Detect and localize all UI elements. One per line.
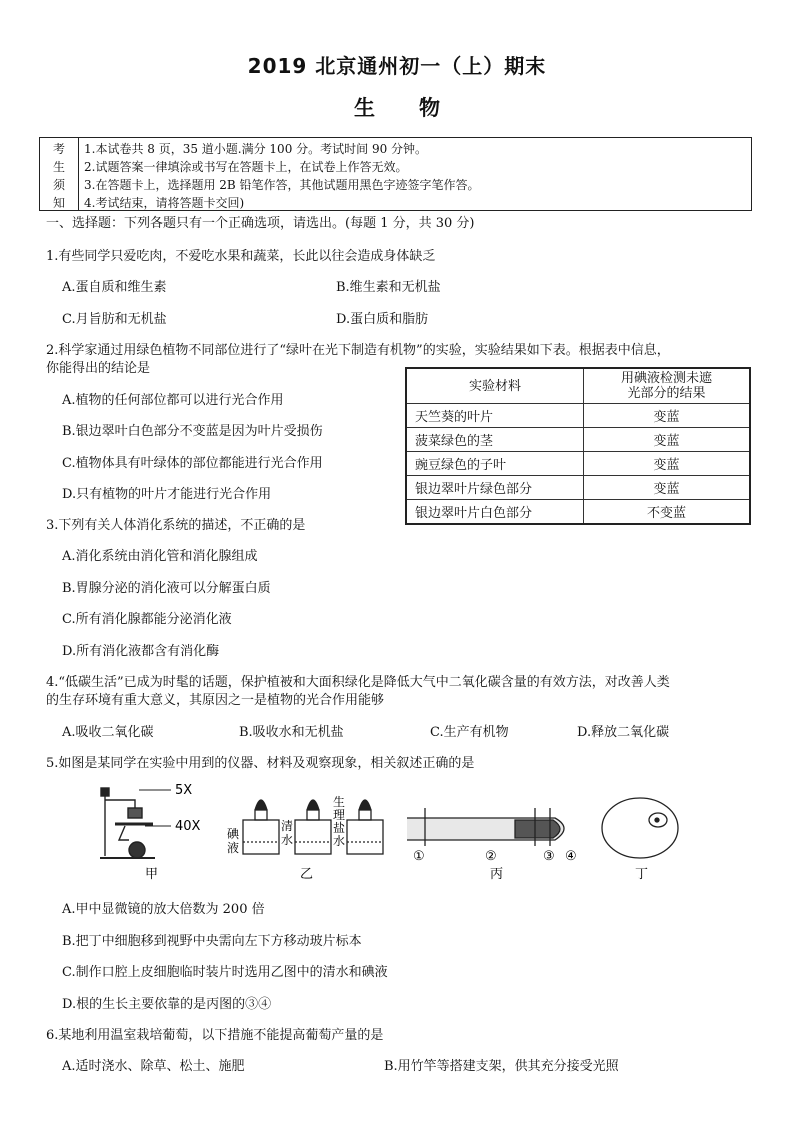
question-stem: 5.如图是某同学在实验中用到的仪器、材料及观察现象，相关叙述正确的是 <box>46 756 475 771</box>
label-bing: 丙 <box>490 867 504 882</box>
question-stem: 3.下列有关人体消化系统的描述，不正确的是 <box>46 518 306 533</box>
option-b: B.吸收水和无机盐 <box>239 725 344 740</box>
table-row <box>406 452 750 476</box>
table-row <box>406 428 750 452</box>
page-title: 2019 北京通州初一（上）期末 <box>247 54 547 78</box>
notice-line: 2.试题答案一律填涂或书写在答题卡上，在试卷上作答无效。 <box>84 160 408 174</box>
table-header-row <box>406 368 750 404</box>
label-ding: 丁 <box>635 867 649 882</box>
option-a: A.蛋自质和维生素 <box>62 280 167 295</box>
table-row <box>406 500 750 525</box>
option-d: D.只有植物的叶片才能进行光合作用 <box>62 487 272 502</box>
reagent-bottles <box>243 800 383 854</box>
water-label: 清水 <box>281 819 294 847</box>
table-cell: 银边翠叶片绿色部分 <box>406 476 584 500</box>
root-tip-figure <box>407 808 564 846</box>
exam-notice-box <box>39 137 752 211</box>
subject-title: 生物 <box>354 96 484 120</box>
question-stem: 6.某地利用温室栽培葡萄，以下措施不能提高葡萄产量的是 <box>46 1028 384 1043</box>
zone-3-label: ③ <box>543 849 555 864</box>
question-stem-cont: 你能得出的结论是 <box>46 361 151 376</box>
section-heading: 一、选择题：下列各题只有一个正确选项，请选出。(每题 1 分，共 30 分) <box>46 216 475 231</box>
option-b: B.胃腺分泌的消化液可以分解蛋白质 <box>62 581 271 596</box>
zone-1-label: ① <box>413 849 425 864</box>
table-row <box>406 404 750 428</box>
table-cell: 变蓝 <box>584 452 751 476</box>
question-stem: 2.科学家通过用绿色植物不同部位进行了“绿叶在光下制造有机物”的实验，实验结果如下表。根据表中信息， <box>46 343 670 358</box>
table-header-line: 用碘液检测未遮 <box>620 371 712 386</box>
table-header: 实验材料 <box>406 368 584 404</box>
notice-line: 3.在答题卡上，选择题用 2B 铅笔作答，其他试题用黑色字迹签字笔作答。 <box>84 178 480 192</box>
option-d: D.所有消化液都含有消化酶 <box>62 644 220 659</box>
cell-view-figure <box>602 798 678 858</box>
option-d: D.蛋白质和脂肪 <box>336 312 429 327</box>
table-cell: 豌豆绿色的子叶 <box>406 452 584 476</box>
notice-side-label <box>40 138 79 210</box>
option-a: A.甲中显微镜的放大倍数为 200 倍 <box>62 902 265 917</box>
zone-4-label: ④ <box>565 849 577 864</box>
table-header-line: 光部分的结果 <box>627 386 706 401</box>
option-c: C.所有消化腺都能分泌消化液 <box>62 612 232 627</box>
notice-side-char: 考 <box>52 142 65 156</box>
option-c: C.制作口腔上皮细胞临时装片时选用乙图中的清水和碘液 <box>62 965 388 980</box>
label-jia: 甲 <box>145 867 159 882</box>
objective-40x-label: 40X <box>175 819 201 834</box>
table-cell: 天竺葵的叶片 <box>406 404 584 428</box>
notice-side-char: 生 <box>52 160 65 174</box>
option-b: B.把丁中细胞移到视野中央需向左下方移动玻片标本 <box>62 934 362 949</box>
table-cell: 变蓝 <box>584 428 751 452</box>
objective-5x-label: 5X <box>175 783 193 798</box>
question-stem: 1.有些同学只爱吃肉，不爱吃水果和蔬菜，长此以往会造成身体缺乏 <box>46 249 436 264</box>
option-d: D.释放二氧化碳 <box>577 725 670 740</box>
table-row <box>406 476 750 500</box>
option-c: C.植物体具有叶绿体的部位都能进行光合作用 <box>62 456 323 471</box>
option-c: C.月旨肪和无机盐 <box>62 312 167 327</box>
question-stem: 4.“低碳生活”已成为时髦的话题，保护植被和大面积绿化是降低大气中二氧化碳含量的有效方法，对改善人类 <box>46 675 670 690</box>
zone-2-label: ② <box>485 849 497 864</box>
option-a: A.适时浇水、除草、松土、施肥 <box>62 1059 245 1074</box>
question-stem-cont: 的生存环境有重大意义，其原因之一是植物的光合作用能够 <box>46 693 385 708</box>
table-cell: 变蓝 <box>584 404 751 428</box>
table-cell: 菠菜绿色的茎 <box>406 428 584 452</box>
option-b: B.银边翠叶白色部分不变蓝是因为叶片受损伤 <box>62 424 323 439</box>
label-yi: 乙 <box>300 867 314 882</box>
experiment-figure <box>95 780 715 890</box>
option-b: B.维生素和无机盐 <box>336 280 441 295</box>
option-b: B.用竹竿等搭建支架，供其充分接受光照 <box>384 1059 619 1074</box>
notice-side-char: 须 <box>52 178 65 192</box>
table-header <box>584 368 751 404</box>
iodine-label: 碘液 <box>227 827 240 855</box>
option-c: C.生产有机物 <box>430 725 509 740</box>
microscope-figure <box>100 788 171 858</box>
table-cell: 变蓝 <box>584 476 751 500</box>
saline-label: 生理盐水 <box>333 795 346 848</box>
notice-line: 4.考试结束，请将答题卡交回) <box>84 196 245 210</box>
experiment-table <box>405 367 751 525</box>
option-a: A.植物的任何部位都可以进行光合作用 <box>62 393 284 408</box>
option-d: D.根的生长主要依靠的是丙图的③④ <box>62 997 272 1012</box>
table-cell: 银边翠叶片白色部分 <box>406 500 584 525</box>
notice-side-char: 知 <box>52 196 65 210</box>
table-cell: 不变蓝 <box>584 500 751 525</box>
notice-line: 1.本试卷共 8 页，35 道小题.满分 100 分。考试时间 90 分钟。 <box>84 142 428 156</box>
option-a: A.吸收二氧化碳 <box>62 725 154 740</box>
option-a: A.消化系统由消化管和消化腺组成 <box>62 549 258 564</box>
